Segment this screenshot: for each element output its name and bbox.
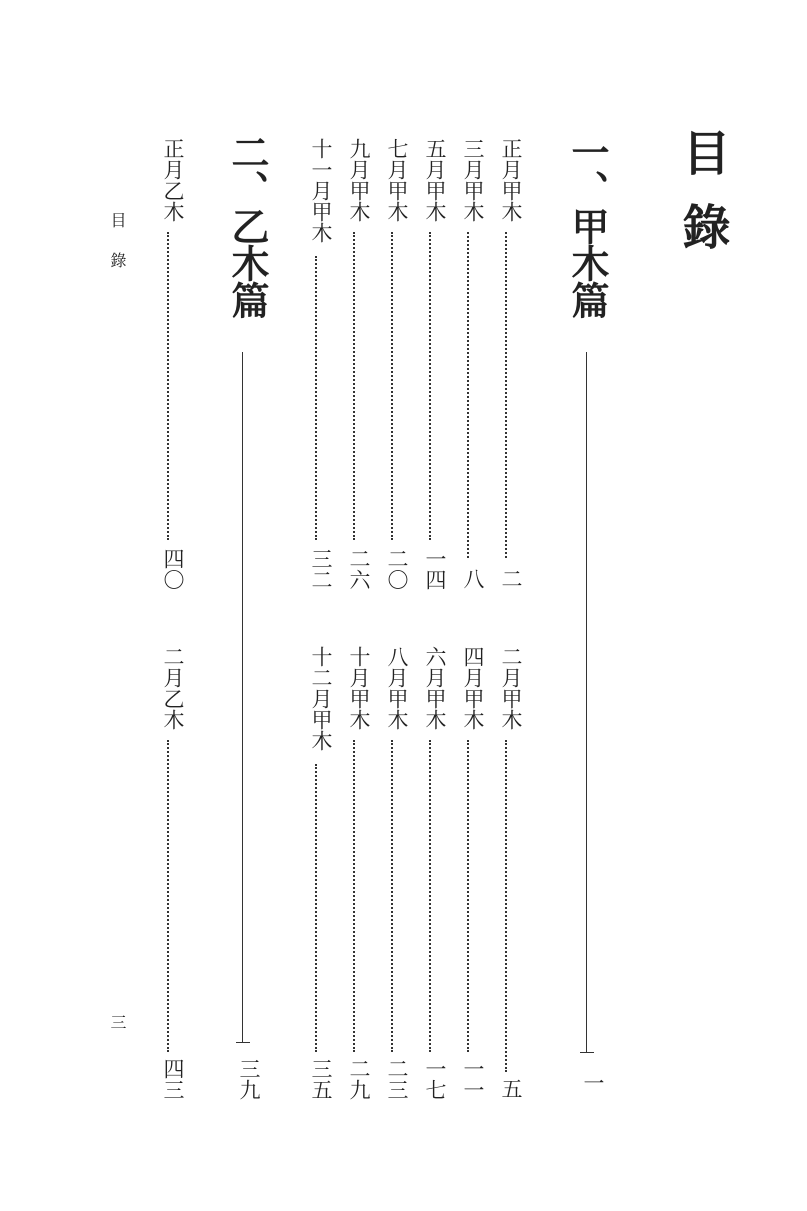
- entry-label: 七月甲木: [385, 138, 409, 222]
- entry-label: 二月乙木: [161, 646, 185, 730]
- running-head: 目錄: [108, 212, 127, 292]
- entry-page-number: 八: [461, 568, 485, 589]
- entry-page-number: 二三: [385, 1058, 409, 1100]
- entry-page-number: 三二: [309, 548, 333, 590]
- entry-label: 九月甲木: [347, 138, 371, 222]
- entry-label: 五月甲木: [423, 138, 447, 222]
- leader-line-end: [580, 1052, 594, 1053]
- dot-leader: [167, 232, 169, 540]
- dot-leader: [353, 232, 355, 540]
- leader-line: [242, 352, 243, 1042]
- dot-leader: [391, 232, 393, 540]
- dot-leader: [167, 740, 169, 1052]
- dot-leader: [467, 232, 469, 558]
- entry-page-number: 二〇: [385, 548, 409, 590]
- section-page-number: 三九: [237, 1058, 261, 1100]
- dot-leader: [315, 256, 317, 540]
- entry-label: 六月甲木: [423, 646, 447, 730]
- entry-page-number: 三五: [309, 1058, 333, 1100]
- dot-leader: [505, 740, 507, 1072]
- entry-label: 正月乙木: [161, 138, 185, 222]
- entry-label: 三月甲木: [461, 138, 485, 222]
- entry-label: 四月甲木: [461, 646, 485, 730]
- dot-leader: [429, 740, 431, 1052]
- page-title: 目錄: [674, 128, 730, 276]
- entry-label: 十月甲木: [347, 646, 371, 730]
- entry-page-number: 四三: [161, 1058, 185, 1100]
- entry-page-number: 二九: [347, 1058, 371, 1100]
- dot-leader: [315, 764, 317, 1052]
- section-title[interactable]: 二、乙木篇: [225, 133, 270, 318]
- entry-page-number: 二: [499, 568, 523, 589]
- entry-page-number: 四〇: [161, 548, 185, 590]
- dot-leader: [505, 232, 507, 558]
- dot-leader: [429, 232, 431, 540]
- entry-label: 八月甲木: [385, 646, 409, 730]
- dot-leader: [391, 740, 393, 1052]
- entry-page-number: 二六: [347, 548, 371, 590]
- entry-label: 十二月甲木: [309, 646, 333, 751]
- entry-label: 十一月甲木: [309, 138, 333, 243]
- entry-page-number: 一四: [423, 548, 447, 590]
- dot-leader: [467, 740, 469, 1052]
- entry-label: 正月甲木: [499, 138, 523, 222]
- entry-label: 二月甲木: [499, 646, 523, 730]
- dot-leader: [353, 740, 355, 1052]
- entry-page-number: 一一: [461, 1058, 485, 1100]
- leader-line: [586, 352, 587, 1052]
- entry-page-number: 一七: [423, 1058, 447, 1100]
- entry-page-number: 五: [499, 1078, 523, 1099]
- folio-number: 三: [108, 1014, 127, 1030]
- section-title[interactable]: 一、甲木篇: [565, 133, 610, 318]
- section-page-number: 一: [581, 1072, 605, 1093]
- leader-line-end: [236, 1042, 250, 1043]
